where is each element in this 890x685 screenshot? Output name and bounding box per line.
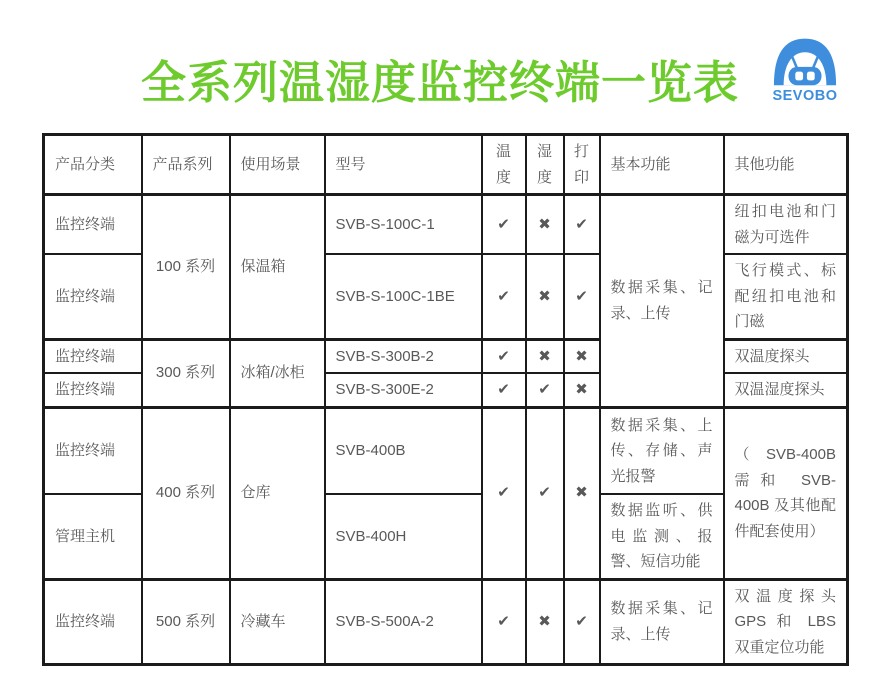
- header-category: 产品分类: [44, 135, 142, 195]
- spec-table-container: [42, 133, 890, 666]
- cell-model: SVB-S-500A-2: [325, 579, 482, 665]
- cell-category: 监控终端: [44, 373, 142, 407]
- print-mark: ✔: [564, 579, 600, 665]
- cell-scenario-300: 冰箱/冰柜: [230, 339, 325, 407]
- print-mark: ✔: [564, 195, 600, 255]
- cell-basic-functions: 数据监听、供电监测、报警、短信功能: [600, 494, 724, 579]
- cell-scenario-500: 冷藏车: [230, 579, 325, 665]
- header-temperature: 温度: [482, 135, 526, 195]
- humidity-mark: ✔: [526, 407, 564, 579]
- humidity-mark: ✖: [526, 339, 564, 373]
- cell-category: 监控终端: [44, 339, 142, 373]
- spec-table: [42, 133, 849, 666]
- humidity-mark: ✖: [526, 195, 564, 255]
- print-mark: ✔: [564, 254, 600, 339]
- temp-mark: ✔: [482, 407, 526, 579]
- cell-model: SVB-S-100C-1: [325, 195, 482, 255]
- robot-logo-icon: [771, 35, 839, 87]
- table-row: [44, 339, 848, 373]
- temp-mark: ✔: [482, 339, 526, 373]
- cell-category: 管理主机: [44, 494, 142, 579]
- cell-series-300: 300 系列: [142, 339, 230, 407]
- cell-category: 监控终端: [44, 195, 142, 255]
- temp-mark: ✔: [482, 254, 526, 339]
- cell-basic-functions: 数据采集、记录、上传: [600, 579, 724, 665]
- header-other-functions: 其他功能: [724, 135, 848, 195]
- table-row: [44, 579, 848, 665]
- cell-scenario-100: 保温箱: [230, 195, 325, 340]
- cell-other-functions-400: （SVB-400B 需和 SVB-400B 及其他配件配套使用）: [724, 407, 848, 579]
- cell-model: SVB-400B: [325, 407, 482, 494]
- temp-mark: ✔: [482, 195, 526, 255]
- cell-other-functions: 飞行模式、标配纽扣电池和门磁: [724, 254, 848, 339]
- header-print: 打印: [564, 135, 600, 195]
- header-row: [44, 135, 848, 195]
- header-series: 产品系列: [142, 135, 230, 195]
- cell-series-100: 100 系列: [142, 195, 230, 340]
- cell-model: SVB-S-300E-2: [325, 373, 482, 407]
- page-title: 全系列温湿度监控终端一览表: [140, 56, 739, 109]
- cell-other-functions: 双温湿度探头: [724, 373, 848, 407]
- print-mark: ✖: [564, 339, 600, 373]
- cell-category: 监控终端: [44, 407, 142, 494]
- print-mark: ✖: [564, 407, 600, 579]
- cell-category: 监控终端: [44, 579, 142, 665]
- cell-basic-functions: 数据采集、上传、存储、声光报警: [600, 407, 724, 494]
- header-scenario: 使用场景: [230, 135, 325, 195]
- header-model: 型号: [325, 135, 482, 195]
- header-basic-functions: 基本功能: [600, 135, 724, 195]
- cell-other-functions: 双温度探头: [724, 339, 848, 373]
- print-mark: ✖: [564, 373, 600, 407]
- brand-name: SEVOBO: [772, 88, 838, 104]
- table-row: [44, 195, 848, 255]
- temp-mark: ✔: [482, 373, 526, 407]
- cell-model: SVB-S-100C-1BE: [325, 254, 482, 339]
- page-header: [0, 0, 890, 133]
- brand-logo: [766, 35, 844, 104]
- humidity-mark: ✖: [526, 579, 564, 665]
- cell-series-400: 400 系列: [142, 407, 230, 579]
- header-humidity: 湿度: [526, 135, 564, 195]
- temp-mark: ✔: [482, 579, 526, 665]
- cell-basic-functions-100-300: 数据采集、记录、上传: [600, 195, 724, 408]
- cell-other-functions: 纽扣电池和门磁为可选件: [724, 195, 848, 255]
- cell-model: SVB-400H: [325, 494, 482, 579]
- table-row: [44, 407, 848, 494]
- cell-other-functions: 双温度探头 GPS 和 LBS 双重定位功能: [724, 579, 848, 665]
- humidity-mark: ✖: [526, 254, 564, 339]
- humidity-mark: ✔: [526, 373, 564, 407]
- cell-category: 监控终端: [44, 254, 142, 339]
- cell-model: SVB-S-300B-2: [325, 339, 482, 373]
- cell-series-500: 500 系列: [142, 579, 230, 665]
- cell-scenario-400: 仓库: [230, 407, 325, 579]
